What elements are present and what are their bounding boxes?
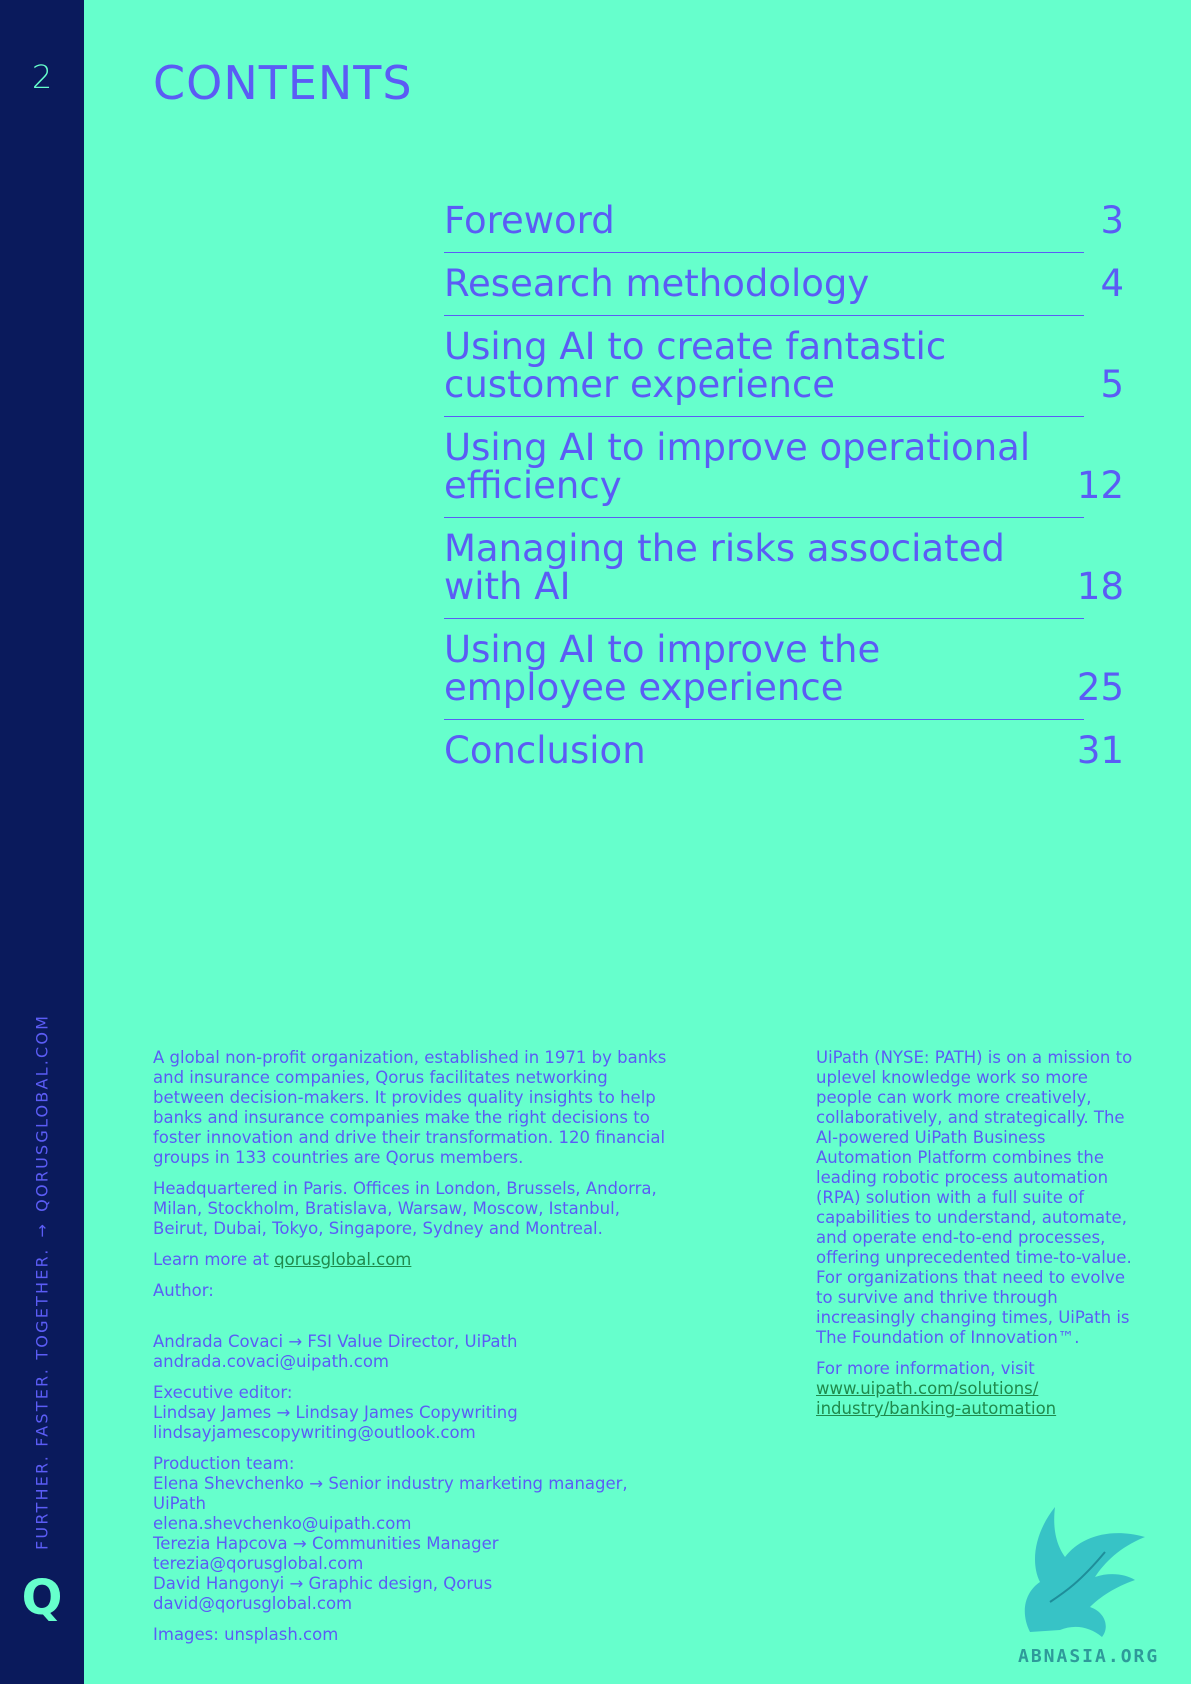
more-info-text: For more information, visit — [816, 1359, 1035, 1378]
uipath-link-part1[interactable]: www.uipath.com/solutions/ — [816, 1379, 1039, 1398]
qorus-about: A global non-profit organization, established in 1971 by banks and insurance companies, Qorus facilitates networking between decision-makers. It provides quality insights to help banks and insurance companies make the right decisions to foster innovation and drive their transformation. 120 financial groups in 133 countries are Qorus members. — [153, 1048, 667, 1167]
uipath-about: UiPath (NYSE: PATH) is on a mission to uplevel knowledge work so more people can work more creatively, collaboratively, and strategically. The AI-powered UiPath Business Automation Platform combines the leading robotic process automation (RPA) solution with a full suite of capabilities to understand, automate, and operate end-to-end processes, offering unprecedented time-to-value. For organizations that need to evolve to survive and thrive through increasingly changing times, UiPath is The Foundation of Innovation™. — [816, 1048, 1133, 1347]
qorus-info-column — [153, 1048, 673, 1656]
production-member-email[interactable]: elena.shevchenko@uipath.com — [153, 1514, 412, 1533]
images-credit: Images: unsplash.com — [153, 1625, 339, 1644]
toc-page-number: 3 — [1100, 199, 1124, 242]
editor-block — [153, 1383, 673, 1443]
uipath-link-part2[interactable]: industry/banking-automation — [816, 1399, 1057, 1418]
author-block — [153, 1332, 673, 1372]
toc-page-number: 5 — [1100, 363, 1124, 406]
production-member-email[interactable]: terezia@qorusglobal.com — [153, 1554, 364, 1573]
toc-entry[interactable] — [444, 518, 1124, 619]
qorus-link[interactable]: qorusglobal.com — [274, 1250, 412, 1269]
production-heading: Production team: — [153, 1454, 295, 1473]
toc-entry[interactable] — [444, 720, 1124, 782]
tagline-text: FURTHER. FASTER. TOGETHER. — [32, 1247, 52, 1550]
arrow-icon: → — [32, 1221, 52, 1238]
production-member-line: Elena Shevchenko → Senior industry marketing manager, UiPath — [153, 1474, 628, 1513]
toc-label: Using AI to create fantastic customer experience — [444, 325, 947, 406]
site-link[interactable]: QORUSGLOBAL.COM — [32, 1013, 52, 1212]
author-heading: Author: — [153, 1281, 214, 1300]
toc-entry[interactable] — [444, 619, 1124, 720]
production-block — [153, 1454, 673, 1614]
sidebar — [0, 0, 84, 1684]
production-member-line: David Hangonyi → Graphic design, Qorus — [153, 1574, 493, 1593]
author-line: Andrada Covaci → FSI Value Director, UiPath — [153, 1332, 518, 1351]
page-number: 2 — [31, 58, 53, 96]
watermark: ABNASIA.ORG — [1018, 1646, 1160, 1667]
toc-entry[interactable] — [444, 190, 1124, 253]
editor-line: Lindsay James → Lindsay James Copywriting — [153, 1403, 518, 1422]
author-email[interactable]: andrada.covaci@uipath.com — [153, 1352, 390, 1371]
toc-page-number: 31 — [1076, 729, 1124, 772]
toc-entry[interactable] — [444, 253, 1124, 316]
toc-label: Foreword — [444, 199, 615, 242]
toc-page-number: 25 — [1076, 666, 1124, 709]
qorus-headquarters: Headquartered in Paris. Offices in London, Brussels, Andorra, Milan, Stockholm, Bratislava, Warsaw, Moscow, Istanbul, Beirut, Dubai, Tokyo, Singapore, Sydney and Montreal. — [153, 1179, 657, 1238]
production-member-line: Terezia Hapcova → Communities Manager — [153, 1534, 499, 1553]
toc-label: Managing the risks associated with AI — [444, 527, 1005, 608]
uipath-info-column — [816, 1048, 1134, 1430]
learn-more — [153, 1250, 673, 1270]
learn-more-prefix: Learn more at — [153, 1250, 275, 1269]
toc-entry[interactable] — [444, 316, 1124, 417]
toc-page-number: 18 — [1076, 565, 1124, 608]
toc-label: Using AI to improve operational efficiency — [444, 426, 1031, 507]
page-title: CONTENTS — [153, 56, 413, 110]
production-member-email[interactable]: david@qorusglobal.com — [153, 1594, 353, 1613]
vertical-tagline — [33, 1014, 52, 1550]
editor-heading: Executive editor: — [153, 1383, 293, 1402]
toc-label: Research methodology — [444, 262, 870, 305]
toc-label: Conclusion — [444, 729, 646, 772]
qorus-logo: Q — [21, 1570, 63, 1626]
toc-entry[interactable] — [444, 417, 1124, 518]
table-of-contents — [444, 190, 1124, 782]
toc-page-number: 12 — [1076, 464, 1124, 507]
griffin-icon — [1010, 1502, 1150, 1644]
toc-page-number: 4 — [1100, 262, 1124, 305]
more-info — [816, 1359, 1134, 1419]
editor-email[interactable]: lindsayjamescopywriting@outlook.com — [153, 1423, 476, 1442]
toc-label: Using AI to improve the employee experience — [444, 628, 881, 709]
